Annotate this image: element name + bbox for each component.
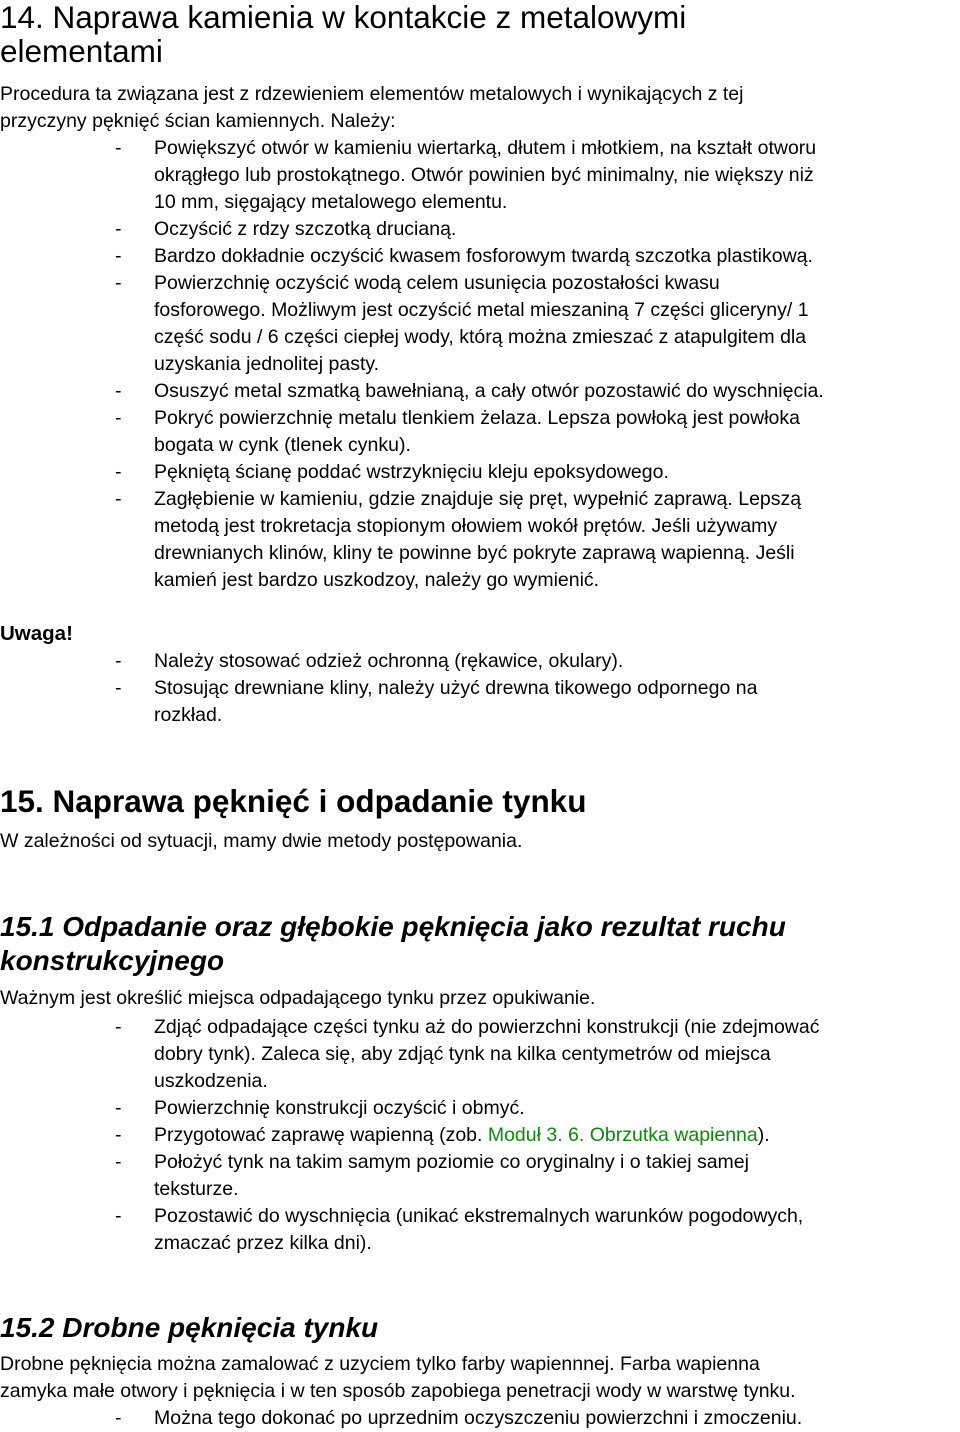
- dash-bullet: -: [115, 1016, 122, 1038]
- list-item-line: Oczyścić z rdzy szczotką drucianą.: [154, 218, 457, 240]
- section-15-1-title: 15.1 Odpadanie oraz głębokie pęknięcia jako rezultat ruchu konstrukcyjnego: [0, 911, 786, 976]
- list-item-line: bogata w cynk (tlenek cynku).: [154, 434, 411, 456]
- list-item-line: część sodu / 6 części ciepłej wody, którą można zmieszać z atapulgitem dla: [154, 326, 807, 348]
- bullet-list: [0, 1122, 960, 1149]
- dash-bullet: -: [115, 272, 122, 294]
- list-item: [0, 243, 960, 270]
- list-item-line: Osuszyć metal szmatką bawełnianą, a cały otwór pozostawić do wyschnięcia.: [154, 380, 824, 402]
- list-item-line: Powiększyć otwór w kamieniu wiertarką, dłutem i młotkiem, na kształt otworu: [154, 137, 817, 159]
- list-item: - Przygotować zaprawę wapienną (zob. Moduł 3. 6. Obrzutka wapienna).: [0, 1122, 960, 1149]
- section-15-1-intro: Ważnym jest określić miejsca odpadającego tynku przez opukiwanie.: [0, 987, 596, 1009]
- list-item-line: Bardzo dokładnie oczyścić kwasem fosforowym twardą szczotka plastikową.: [154, 245, 813, 267]
- dash-bullet: -: [115, 380, 122, 402]
- warning-label: Uwaga!: [0, 622, 73, 645]
- dash-bullet: -: [115, 1097, 122, 1119]
- list-item-line: okrągłego lub prostokątnego. Otwór powinien być minimalny, nie większy niż: [154, 164, 814, 186]
- section-15-title: 15. Naprawa pęknięć i odpadanie tynku: [0, 783, 587, 819]
- bullet-list: [0, 135, 960, 594]
- section-15-1-steps: [0, 1014, 960, 1257]
- section-15-2-title: 15.2 Drobne pęknięcia tynku: [0, 1312, 379, 1343]
- list-item-line: dobry tynk). Zaleca się, aby zdjąć tynk na kilka centymetrów od miejsca: [154, 1043, 771, 1065]
- list-item-line: rozkład.: [154, 704, 223, 726]
- dash-bullet: -: [115, 488, 122, 510]
- section-15-2-intro: Drobne pęknięcia można zamalować z uzyciem tylko farby wapiennnej. Farba wapienna zamyka małe otwory i pęknięcia i w ten sposób zapobiega penetracji wody w warstwę tynku.: [0, 1353, 796, 1402]
- list-item-line: fosforowego. Możliwym jest oczyścić metal mieszaniną 7 części gliceryny/ 1: [154, 299, 809, 321]
- section-14-steps: [0, 135, 960, 594]
- list-item-line: Zagłębienie w kamieniu, gdzie znajduje się pręt, wypełnić zaprawą. Lepszą: [154, 488, 802, 510]
- dash-bullet: -: [115, 1205, 122, 1227]
- list-item-line: uzyskania jednolitej pasty.: [154, 353, 380, 375]
- list-item-line: Zdjąć odpadające części tynku aż do powierzchni konstrukcji (nie zdejmować: [154, 1016, 820, 1038]
- list-item: [0, 405, 960, 459]
- dash-bullet: -: [115, 137, 122, 159]
- list-item-line: uszkodzenia.: [154, 1070, 268, 1092]
- list-item-line: metodą jest trokretacja stopionym ołowiem wokół prętów. Jeśli używamy: [154, 515, 778, 537]
- section-15-1: [0, 910, 960, 978]
- list-item-line: Pokryć powierzchnię metalu tlenkiem żelaza. Lepsza powłoką jest powłoka: [154, 407, 800, 429]
- list-item: [0, 1149, 960, 1203]
- bullet-list: [0, 1014, 960, 1122]
- warning-list: [0, 648, 960, 729]
- dash-bullet: -: [115, 677, 122, 699]
- list-item-line: Stosując drewniane kliny, należy użyć drewna tikowego odpornego na: [154, 677, 758, 699]
- bullet-list: [0, 1149, 960, 1257]
- list-item-line: Pozostawić do wyschnięcia (unikać ekstremalnych warunków pogodowych,: [154, 1205, 804, 1227]
- module-link[interactable]: Moduł 3. 6. Obrzutka wapienna: [487, 1124, 758, 1146]
- section-15-2: [0, 1311, 960, 1345]
- section-15-intro: W zależności od sytuacji, mamy dwie metody postępowania.: [0, 830, 523, 852]
- dash-bullet: -: [115, 1124, 122, 1146]
- list-item-line: zmaczać przez kilka dni).: [154, 1232, 372, 1254]
- bullet-list: [0, 648, 960, 729]
- list-item: [0, 486, 960, 594]
- dash-bullet: -: [115, 461, 122, 483]
- dash-bullet: -: [115, 218, 122, 240]
- list-item-line: Pękniętą ścianę poddać wstrzyknięciu kleju epoksydowego.: [154, 461, 669, 483]
- dash-bullet: -: [115, 1407, 122, 1429]
- list-item-line: drewnianych klinów, kliny te powinne być pokryte zaprawą wapienną. Jeśli: [154, 542, 795, 564]
- list-item: [0, 1014, 960, 1095]
- list-item: [0, 135, 960, 216]
- list-item-line: Należy stosować odzież ochronną (rękawice, okulary).: [154, 650, 624, 672]
- dash-bullet: -: [115, 245, 122, 267]
- list-item-line: Powierzchnię oczyścić wodą celem usunięcia pozostałości kwasu: [154, 272, 720, 294]
- list-item: [0, 1095, 960, 1122]
- list-item: [0, 216, 960, 243]
- section-14: [0, 0, 960, 68]
- section-14-intro: Procedura ta związana jest z rdzewieniem elementów metalowych i wynikających z tej przyczyny pęknięć ścian kamiennych. Należy:: [0, 83, 744, 132]
- list-item: [0, 270, 960, 378]
- dash-bullet: -: [115, 650, 122, 672]
- section-15: [0, 784, 960, 818]
- list-item-line: kamień jest bardzo uszkodzoy, należy go wymienić.: [154, 569, 600, 591]
- list-item: [0, 1203, 960, 1257]
- section-14-title: 14. Naprawa kamienia w kontakcie z metalowymi elementami: [0, 0, 687, 69]
- list-item: [0, 378, 960, 405]
- list-item-line: teksturze.: [154, 1178, 239, 1200]
- bullet-list: [0, 1405, 960, 1432]
- list-item-line: 10 mm, sięgający metalowego elementu.: [154, 191, 508, 213]
- list-item: [0, 1405, 960, 1432]
- dash-bullet: -: [115, 1151, 122, 1173]
- list-item-line: Położyć tynk na takim samym poziomie co oryginalny i o takiej samej: [154, 1151, 749, 1173]
- dash-bullet: -: [115, 407, 122, 429]
- list-item: [0, 648, 960, 675]
- list-item: [0, 675, 960, 729]
- list-item-line: Można tego dokonać po uprzednim oczyszczeniu powierzchni i zmoczeniu.: [154, 1407, 803, 1429]
- list-item: [0, 459, 960, 486]
- section-15-2-steps: [0, 1405, 960, 1432]
- list-item-line: Powierzchnię konstrukcji oczyścić i obmyć.: [154, 1097, 525, 1119]
